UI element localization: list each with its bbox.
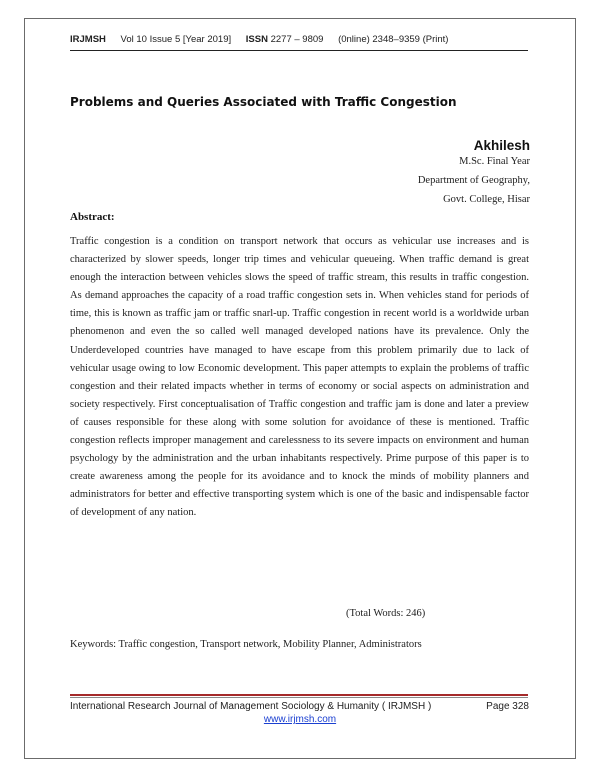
total-words: (Total Words: 246) — [346, 608, 426, 619]
footer-divider-thin — [70, 697, 528, 698]
running-header — [70, 34, 540, 45]
author-degree: M.Sc. Final Year — [459, 156, 530, 167]
footer-divider — [70, 694, 528, 696]
header-divider — [70, 50, 528, 51]
issn-label: ISSN — [245, 34, 268, 45]
issn-online: (0nline) 2348–9359 (Print) — [338, 34, 449, 45]
volume-info: Vol 10 Issue 5 [Year 2019] — [120, 34, 232, 45]
issn-number: 2277 – 9809 — [270, 34, 324, 45]
author-college: Govt. College, Hisar — [443, 194, 530, 205]
author-department: Department of Geography, — [417, 175, 530, 186]
author-name: Akhilesh — [473, 138, 530, 153]
page-number: Page 328 — [486, 701, 529, 712]
abstract-body: Traffic congestion is a condition on transport network that occurs as vehicular use increases and is characterized by slower speeds, longer trip times and vehicular queueing. When traffic demand is great enough the interaction between vehicles slows the speed of traffic stream, this results in traffic congestion. As demand approaches the capacity of a road traffic congestion sets in. When vehicles stand for periods of time, this is known as traffic jam or traffic snarl-up. Traffic congestion in recent world is a worldwide urban phenomenon and even the so called well managed developed nations have its prevalence. Only the Underdeveloped countries have managed to have escape from this problem primarily due to lack of vehicular usage owing to low Economic development. This paper attempts to explain the problems of traffic congestion and their related impacts whether in terms of economy or social aspects on administration and society respectively. First conceptualisation of Traffic congestion and traffic jam is done and later a preview of causes responsible for these along with some solution for avoidance of these is mentioned. Traffic congestion reflects improper management and carelessness to its severe impacts on environment and human psychology by the administration and the urban inhabitants respectively. Prime purpose of this paper is to create awareness among the people for its avoidance and to knock the minds of mobility planners and administrators for better and effective transporting system which is one of the basic and indispensable factor of development of any nation. — [70, 236, 529, 519]
journal-abbr: IRJMSH — [70, 34, 106, 45]
keywords: Keywords: Traffic congestion, Transport network, Mobility Planner, Administrators — [70, 639, 422, 650]
paper-title: Problems and Queries Associated with Traffic Congestion — [70, 95, 457, 109]
footer-journal-name: International Research Journal of Management Sociology & Humanity ( IRJMSH ) — [70, 701, 432, 712]
journal-website-link[interactable]: www.irjmsh.com — [263, 714, 337, 725]
abstract-heading: Abstract: — [70, 211, 115, 223]
